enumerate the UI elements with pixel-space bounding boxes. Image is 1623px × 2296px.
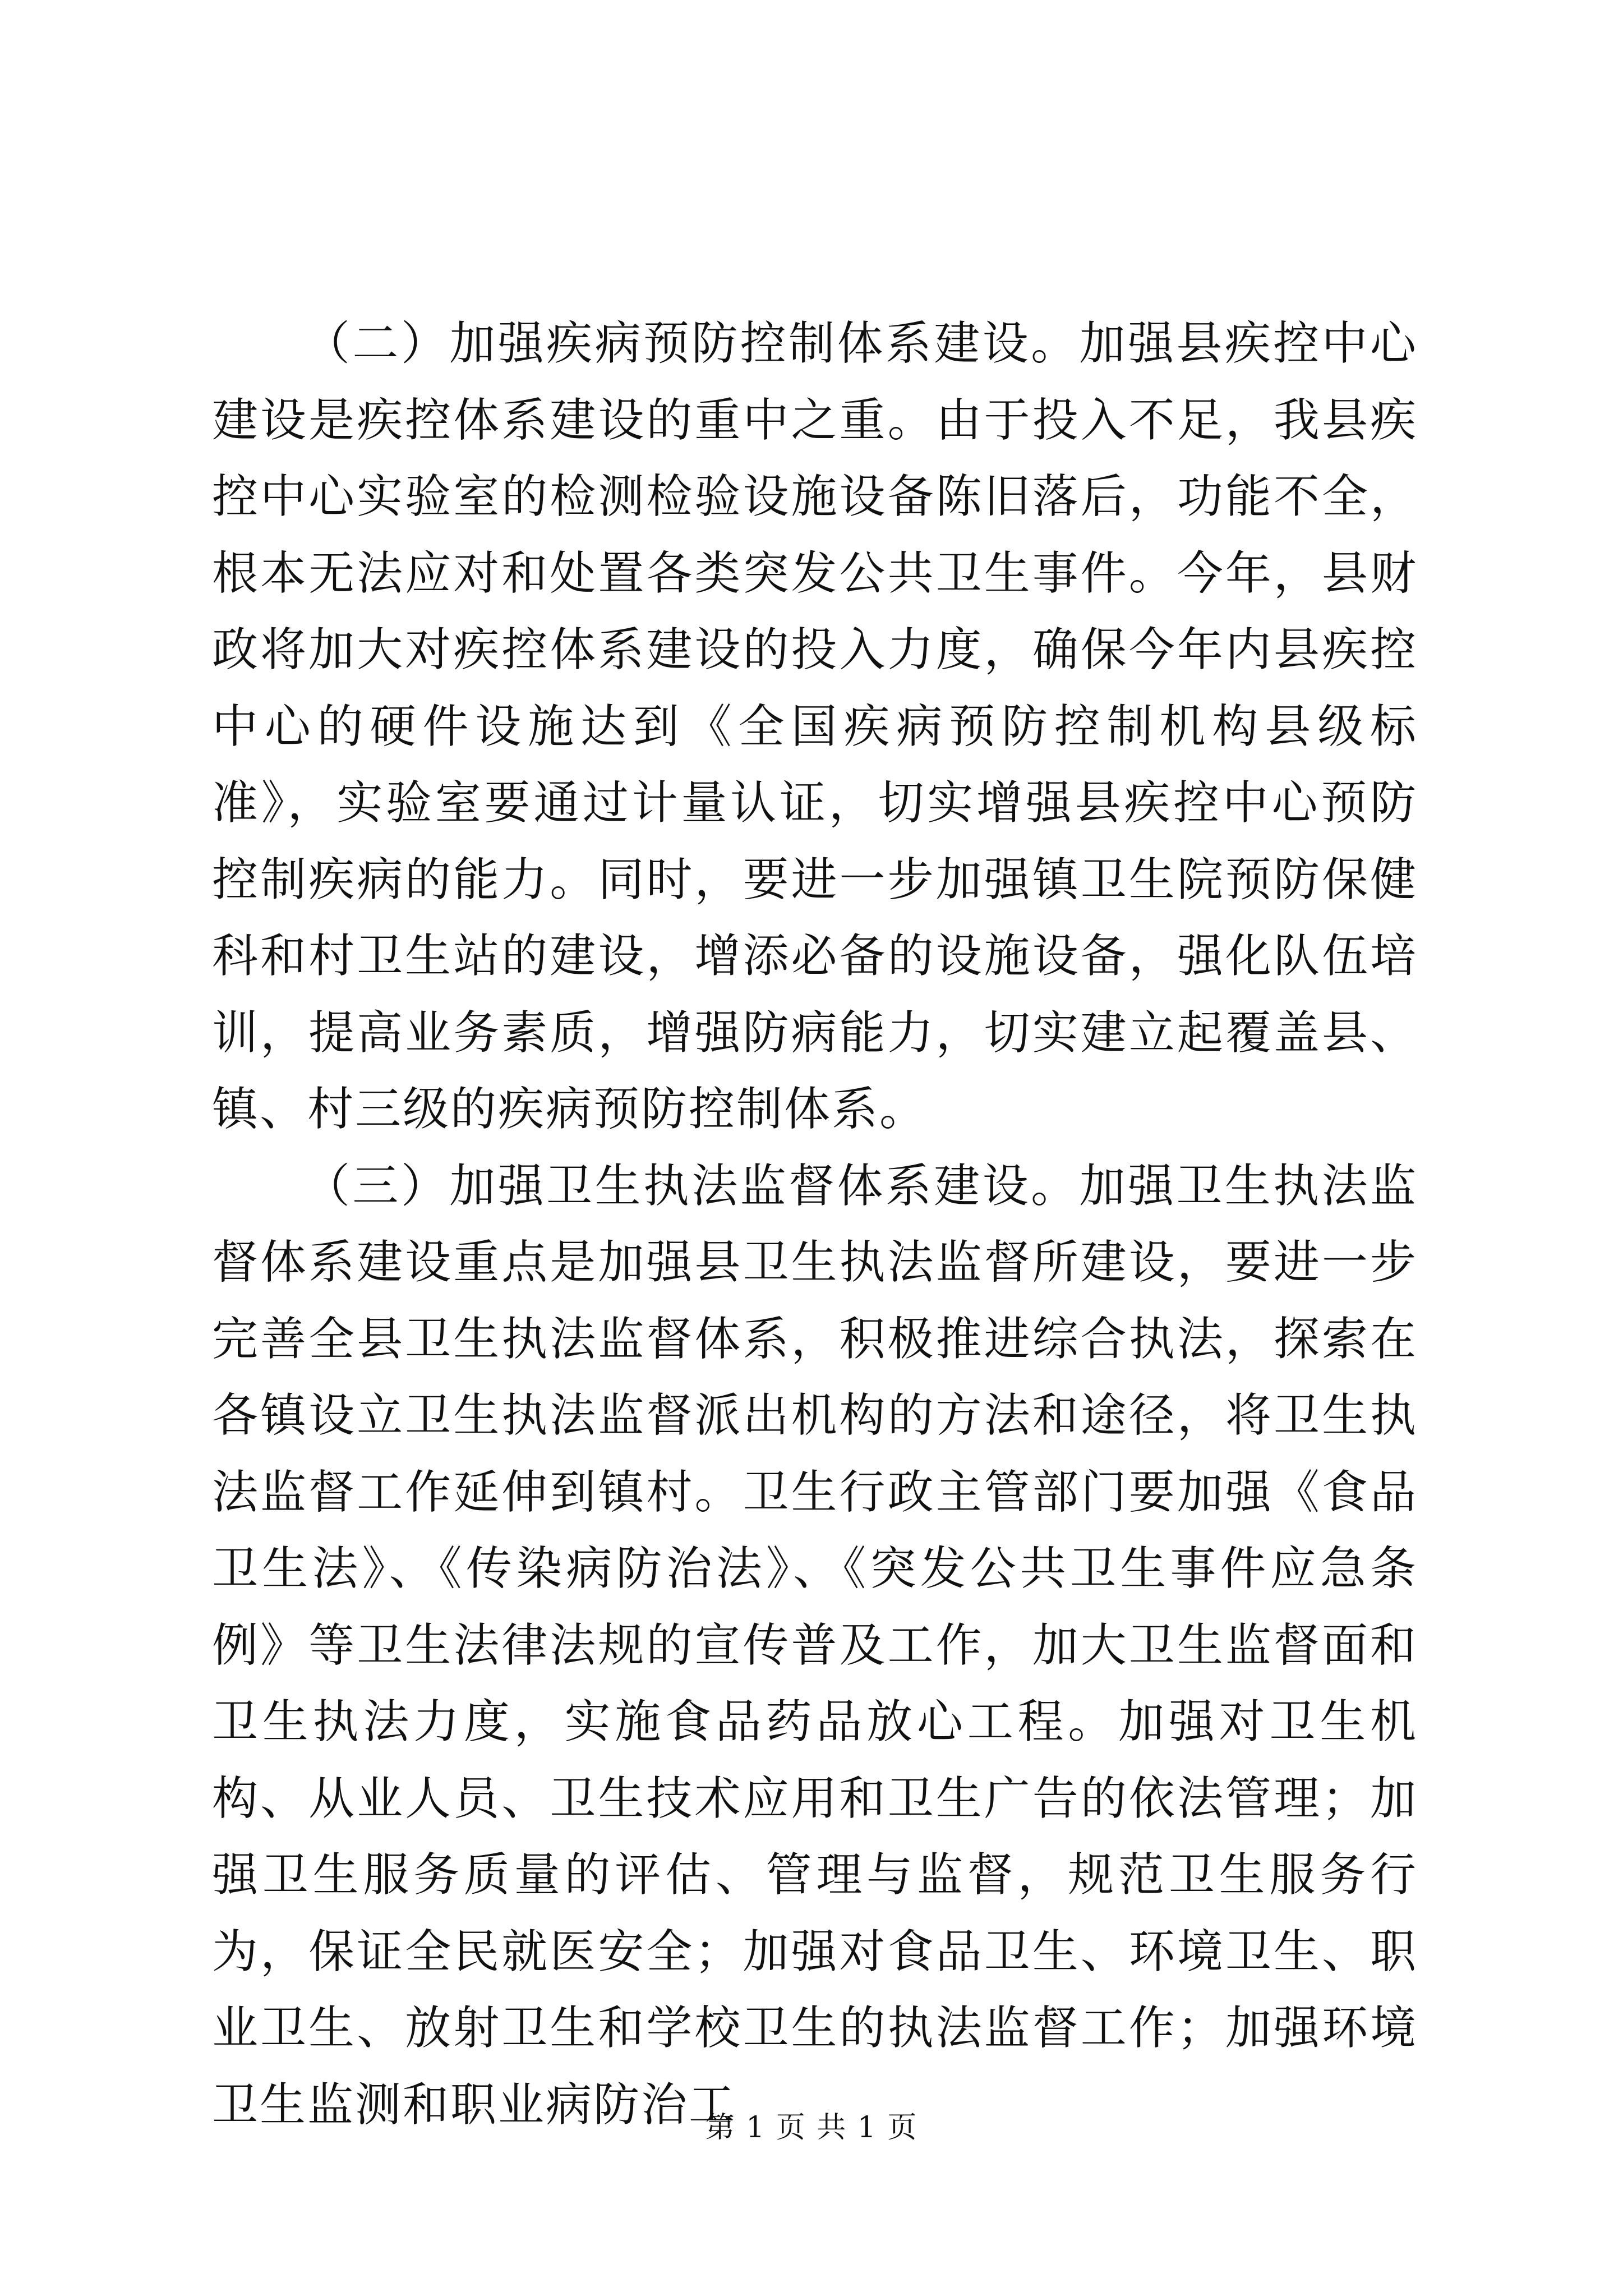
paragraph-health-supervision: （三）加强卫生执法监督体系建设。加强卫生执法监督体系建设重点是加强县卫生执法监督所建设，要进一步完善全县卫生执法监督体系，积极推进综合执法，探索在各镇设立卫生执法监督派出机构的方法和途径，将卫生执法监督工作延伸到镇村。卫生行政主管部门要加强《食品卫生法》、《传染病防治法》、《突发公共卫生事件应急条例》等卫生法律法规的宣传普及工作，加大卫生监督面和卫生执法力度，实施食品药品放心工程。加强对卫生机构、从业人员、卫生技术应用和卫生广告的依法管理；加强卫生服务质量的评估、管理与监督，规范卫生服务行为，保证全民就医安全；加强对食品卫生、环境卫生、职业卫生、放射卫生和学校卫生的执法监督工作；加强环境卫生监测和职业病防治工	[212, 1159, 1418, 2132]
page-footer: 第 1 页 共 1 页	[705, 2111, 918, 2145]
paragraph-disease-control: （二）加强疾病预防控制体系建设。加强县疾控中心建设是疾控体系建设的重中之重。由于投入不足，我县疾控中心实验室的检测检验设施设备陈旧落后，功能不全，根本无法应对和处置各类突发公共卫生事件。今年，县财政将加大对疾控体系建设的投入力度，确保今年内县疾控中心的硬件设施达到《全国疾病预防控制机构县级标准》，实验室要通过计量认证，切实增强县疾控中心预防控制疾病的能力。同时，要进一步加强镇卫生院预防保健科和村卫生站的建设，增添必备的设施设备，强化队伍培训，提高业务素质，增强防病能力，切实建立起覆盖县、镇、村三级的疾病预防控制体系。	[212, 317, 1418, 1136]
body-text	[212, 306, 1418, 2143]
